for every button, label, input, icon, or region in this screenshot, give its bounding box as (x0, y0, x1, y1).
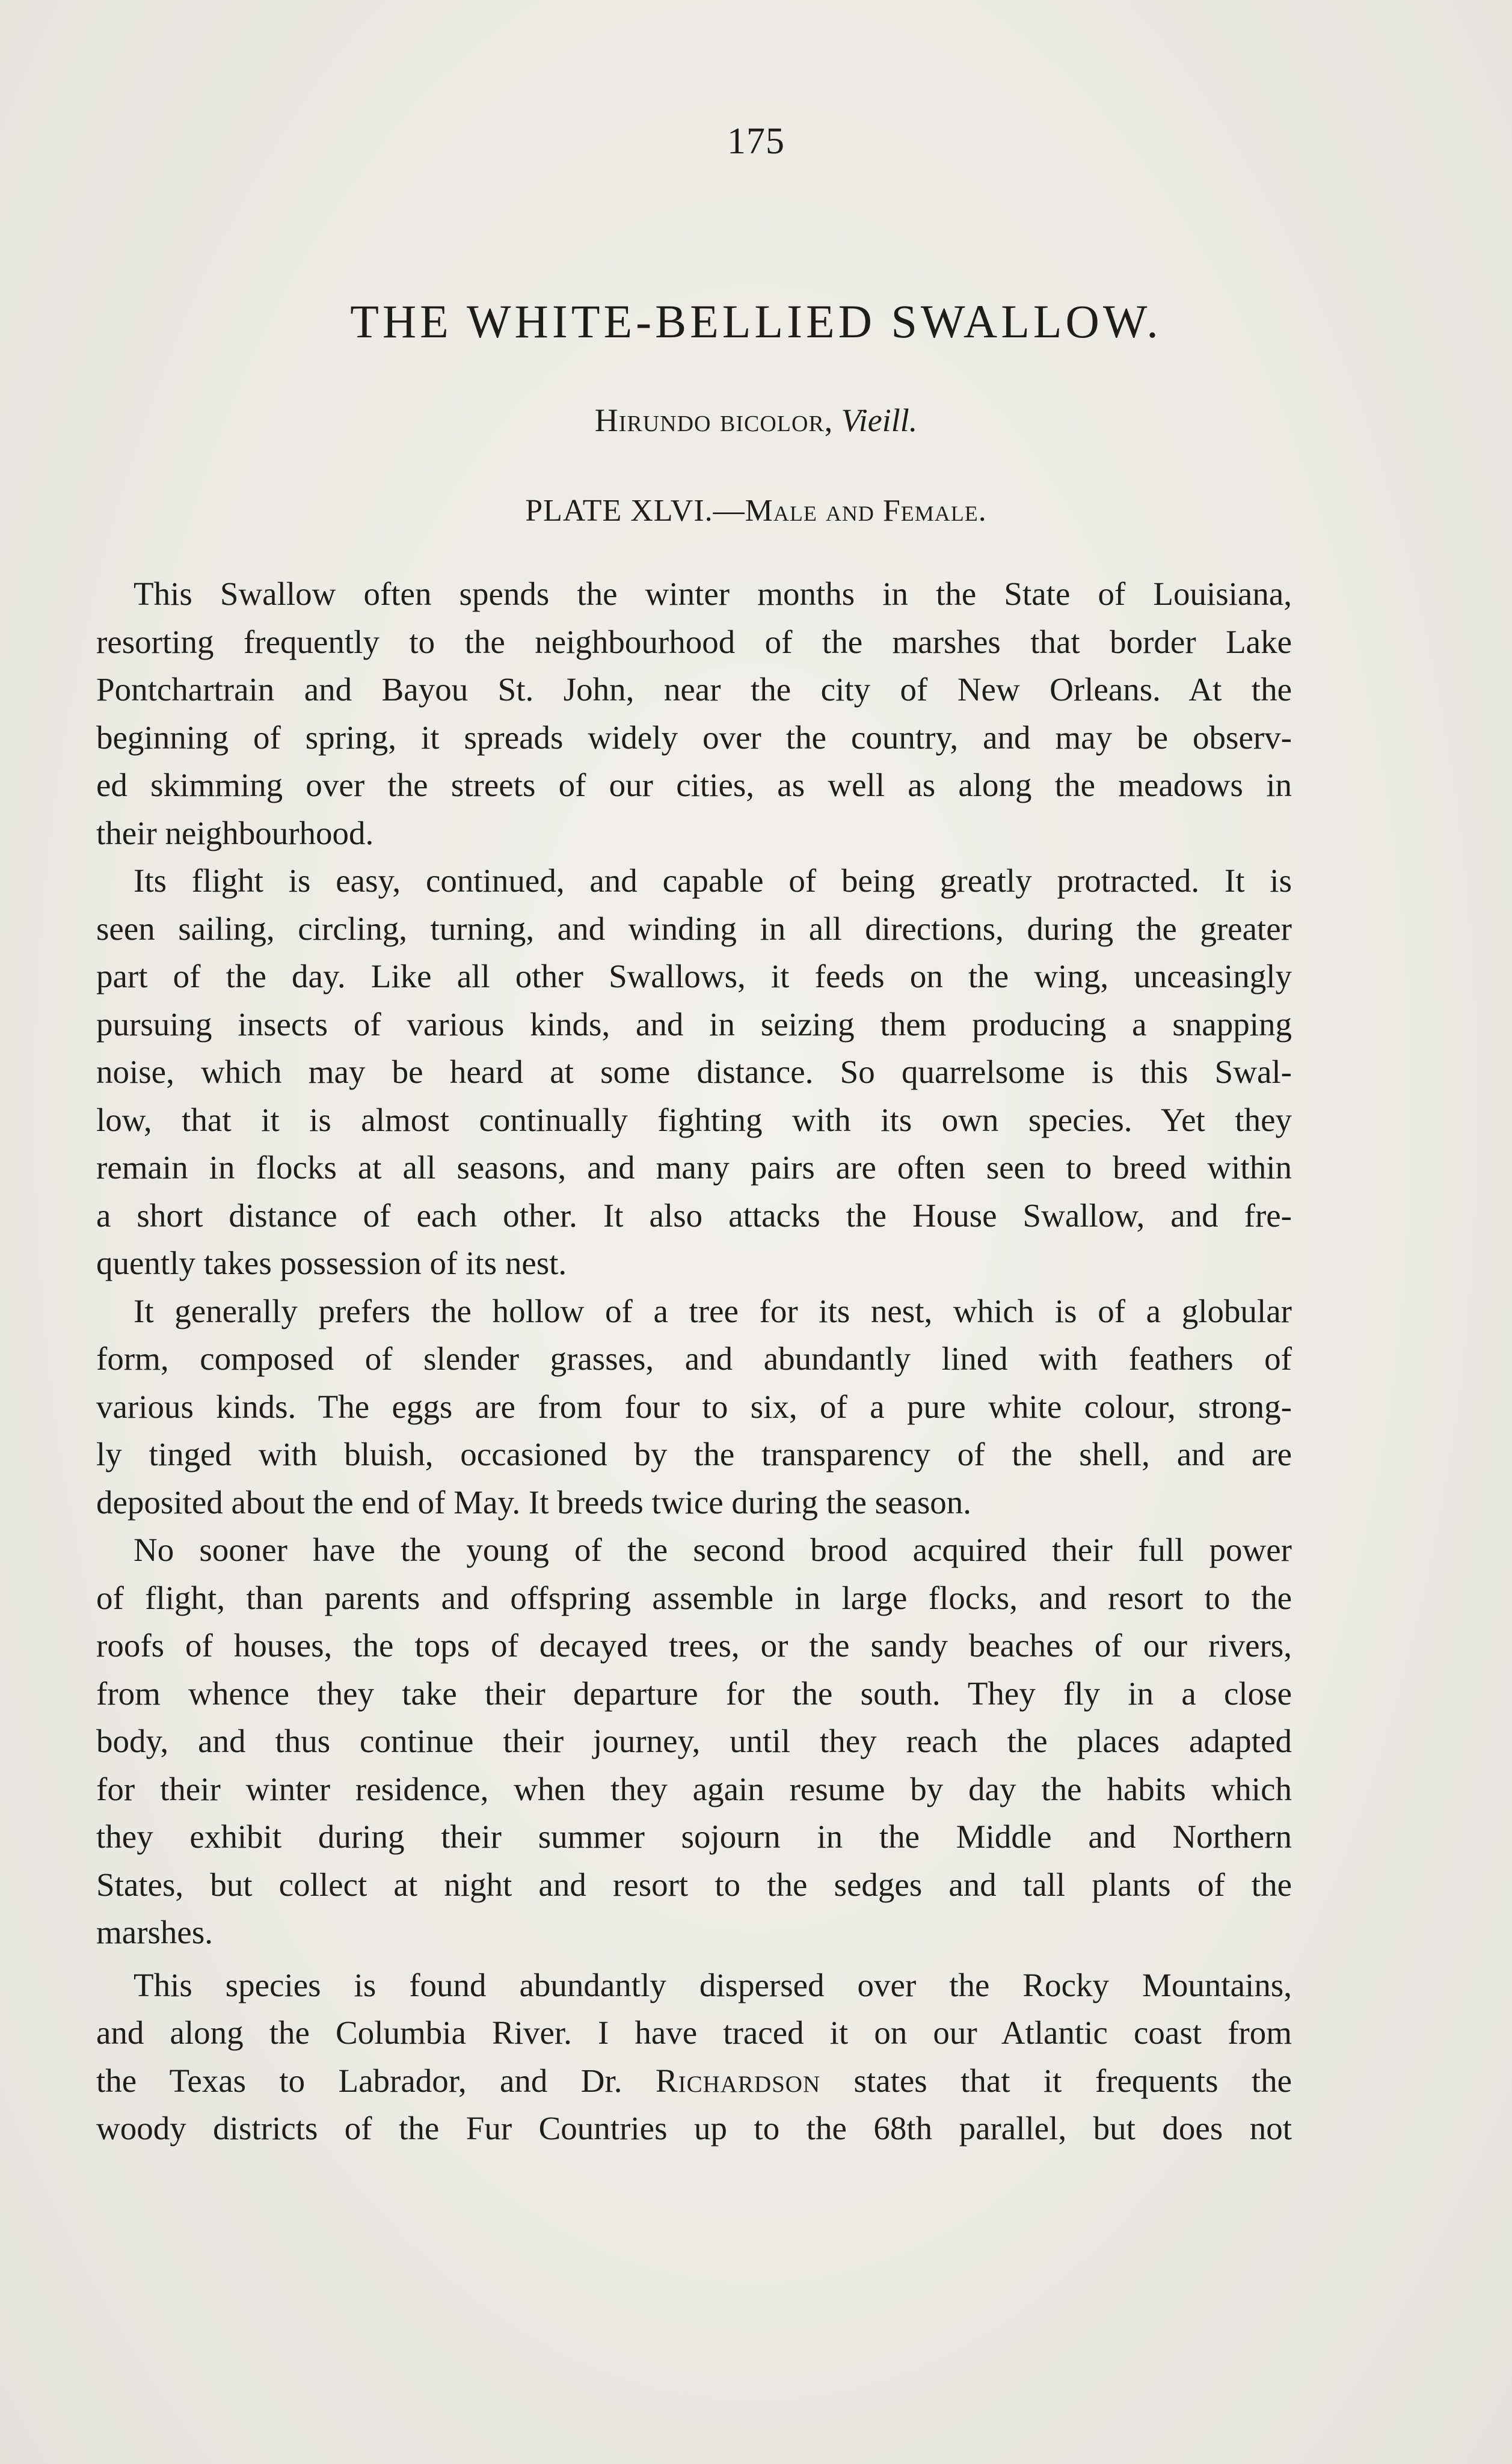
text-line: Pontchartrain and Bayou St. John, near the city of New Orleans. At the (96, 671, 1292, 708)
scientific-name-binomial: Hirundo bicolor, (594, 402, 834, 438)
text-line: resorting frequently to the neighbourhood of the marshes that border Lake (96, 623, 1292, 660)
text-line: States, but collect at night and resort to the sedges and tall plants of the (96, 1866, 1292, 1903)
text-line: seen sailing, circling, turning, and winding in all directions, during the greater (96, 910, 1292, 947)
text-line: ly tinged with bluish, occasioned by the transparency of the shell, and are (96, 1436, 1292, 1473)
text-line (96, 2057, 1292, 2105)
text-line: No sooner have the young of the second brood acquired their full power (134, 1531, 1292, 1568)
scientific-name-authority: Vieill. (841, 402, 918, 438)
scientific-name (0, 402, 1512, 439)
text-line: from whence they take their departure for the south. They fly in a close (96, 1675, 1292, 1712)
text-line: remain in flocks at all seasons, and many pairs are often seen to breed within (96, 1149, 1292, 1186)
text-line: pursuing insects of various kinds, and in seizing them producing a snapping (96, 1005, 1292, 1043)
text-line: body, and thus continue their journey, until they reach the places adapted (96, 1723, 1292, 1759)
page-number: 175 (727, 121, 785, 162)
text-line: This species is found abundantly dispersed over the Rocky Mountains, (134, 1966, 1292, 2003)
text-line: It generally prefers the hollow of a tree for its nest, which is of a globular (134, 1292, 1292, 1329)
text-line: This Swallow often spends the winter months in the State of Louisiana, (134, 575, 1292, 612)
text-line: quently takes possession of its nest. (96, 1245, 567, 1281)
text-line: various kinds. The eggs are from four to six, of a pure white colour, strong- (96, 1388, 1292, 1425)
text-fragment: the Texas to Labrador, and Dr. (96, 2062, 622, 2099)
text-line: ed skimming over the streets of our cities, as well as along the meadows in (96, 767, 1292, 803)
text-line: part of the day. Like all other Swallows, it feeds on the wing, unceasingly (96, 958, 1292, 994)
text-line: deposited about the end of May. It breeds twice during the season. (96, 1483, 972, 1521)
text-line: marshes. (96, 1914, 213, 1951)
text-line: low, that it is almost continually fighting with its own species. Yet they (96, 1101, 1292, 1138)
page-title: THE WHITE-BELLIED SWALLOW. (350, 295, 1162, 348)
plate-description: Male and Female. (745, 494, 987, 528)
text-line: for their winter residence, when they again resume by day the habits which (96, 1770, 1292, 1807)
text-line: roofs of houses, the tops of decayed trees, or the sandy beaches of our rivers, (96, 1627, 1292, 1664)
text-line: noise, which may be heard at some distance. So quarrelsome is this Swal- (96, 1053, 1292, 1090)
text-line: of flight, than parents and offspring assemble in large flocks, and resort to the (96, 1579, 1292, 1616)
text-line: a short distance of each other. It also attacks the House Swallow, and fre- (96, 1197, 1292, 1234)
text-fragment: states that it frequents the (853, 2062, 1292, 2099)
plate-caption (0, 493, 1512, 529)
text-line: form, composed of slender grasses, and abundantly lined with feathers of (96, 1340, 1292, 1377)
plate-number: PLATE XLVI.— (525, 494, 745, 528)
text-line: beginning of spring, it spreads widely over the country, and may be observ- (96, 719, 1292, 756)
text-line: and along the Columbia River. I have traced it on our Atlantic coast from (96, 2014, 1292, 2051)
text-line: their neighbourhood. (96, 814, 374, 851)
text-line: Its flight is easy, continued, and capable of being greatly protracted. It is (134, 862, 1292, 899)
body-text (96, 570, 1292, 2153)
text-line: they exhibit during their summer sojourn in the Middle and Northern (96, 1818, 1292, 1855)
text-line: woody districts of the Fur Countries up to the 68th parallel, but does not (96, 2110, 1292, 2147)
author-name-richardson: Richardson (655, 2062, 821, 2099)
